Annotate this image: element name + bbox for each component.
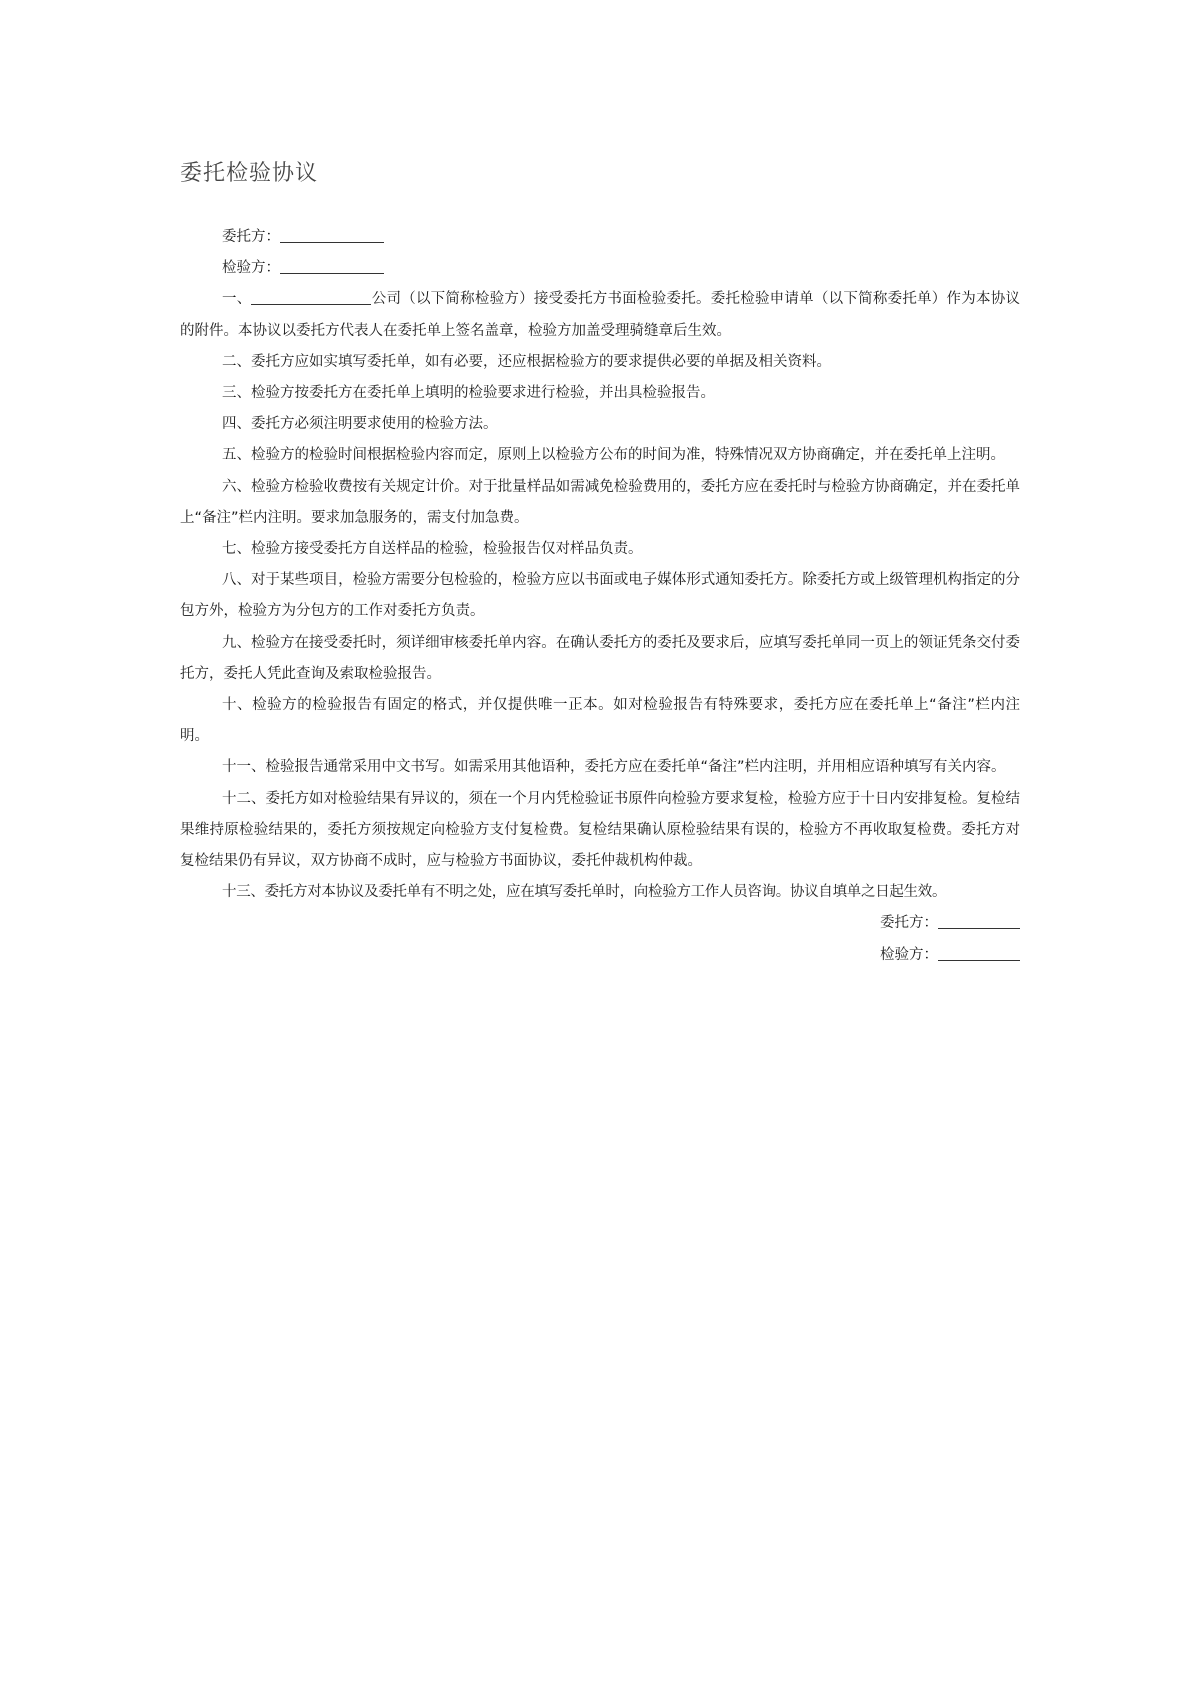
field-label: 委托方： [880, 915, 938, 932]
clause-11: 十一、检验报告通常采用中文书写。如需采用其他语种，委托方应在委托单“备注”栏内注明，并用相应语种填写有关内容。 [222, 759, 1006, 776]
client-blank-field[interactable] [280, 226, 384, 243]
document-title: 委托检验协议 [180, 161, 319, 186]
clause-4: 四、委托方必须注明要求使用的检验方法。 [222, 416, 498, 433]
clause-2: 二、委托方应如实填写委托单，如有必要，还应根据检验方的要求提供必要的单据及相关资料。 [222, 353, 831, 370]
clause-text: 公司（以下简称检验方）接受委托方书面检验委托。委托检验申请单（以下简称委托单）作为本协议的附件。本协议以委托方代表人在委托单上签名盖章，检验方加盖受理骑缝章后生效。 [180, 291, 1021, 339]
clause-prefix: 一、 [222, 291, 252, 308]
inspector-blank-field[interactable] [280, 257, 384, 274]
signature-inspector [180, 940, 1020, 971]
field-label: 检验方： [880, 946, 938, 963]
clause-1 [180, 284, 1020, 346]
document-body [180, 222, 1020, 971]
clause-8: 八、对于某些项目，检验方需要分包检验的，检验方应以书面或电子媒体形式通知委托方。除委托方或上级管理机构指定的分包方外，检验方为分包方的工作对委托方负责。 [180, 572, 1020, 620]
clause-6: 六、检验方检验收费按有关规定计价。对于批量样品如需减免检验费用的，委托方应在委托时与检验方协商确定，并在委托单上“备注”栏内注明。要求加急服务的，需支付加急费。 [180, 478, 1020, 526]
signature-client [180, 908, 1020, 939]
clause-10: 十、检验方的检验报告有固定的格式，并仅提供唯一正本。如对检验报告有特殊要求，委托方应在委托单上“备注”栏内注明。 [180, 697, 1020, 745]
clause-9: 九、检验方在接受委托时，须详细审核委托单内容。在确认委托方的委托及要求后，应填写委托单同一页上的领证凭条交付委托方，委托人凭此查询及索取检验报告。 [180, 634, 1020, 682]
company-blank-field[interactable] [251, 288, 371, 305]
clause-5: 五、检验方的检验时间根据检验内容而定，原则上以检验方公布的时间为准，特殊情况双方协商确定，并在委托单上注明。 [222, 447, 1005, 464]
clause-3: 三、检验方按委托方在委托单上填明的检验要求进行检验，并出具检验报告。 [222, 384, 715, 401]
clause-12: 十二、委托方如对检验结果有异议的，须在一个月内凭检验证书原件向检验方要求复检，检验方应于十日内安排复检。复检结果维持原检验结果的，委托方须按规定向检验方支付复检费。复检结果确认原检验结果有误的，检验方不再收取复检费。委托方对复检结果仍有异议，双方协商不成时，应与检验方书面协议，委托仲裁机构仲裁。 [180, 790, 1020, 870]
clause-7: 七、检验方接受委托方自送样品的检验，检验报告仅对样品负责。 [222, 541, 643, 557]
field-label: 检验方： [222, 260, 280, 277]
clause-13: 十三、委托方对本协议及委托单有不明之处，应在填写委托单时，向检验方工作人员咨询。协议自填单之日起生效。 [222, 884, 947, 901]
client-signature-field[interactable] [938, 912, 1020, 929]
header-field-inspector [180, 253, 1020, 284]
inspector-signature-field[interactable] [938, 944, 1020, 961]
field-label: 委托方： [222, 229, 280, 245]
header-field-client [180, 222, 1020, 253]
